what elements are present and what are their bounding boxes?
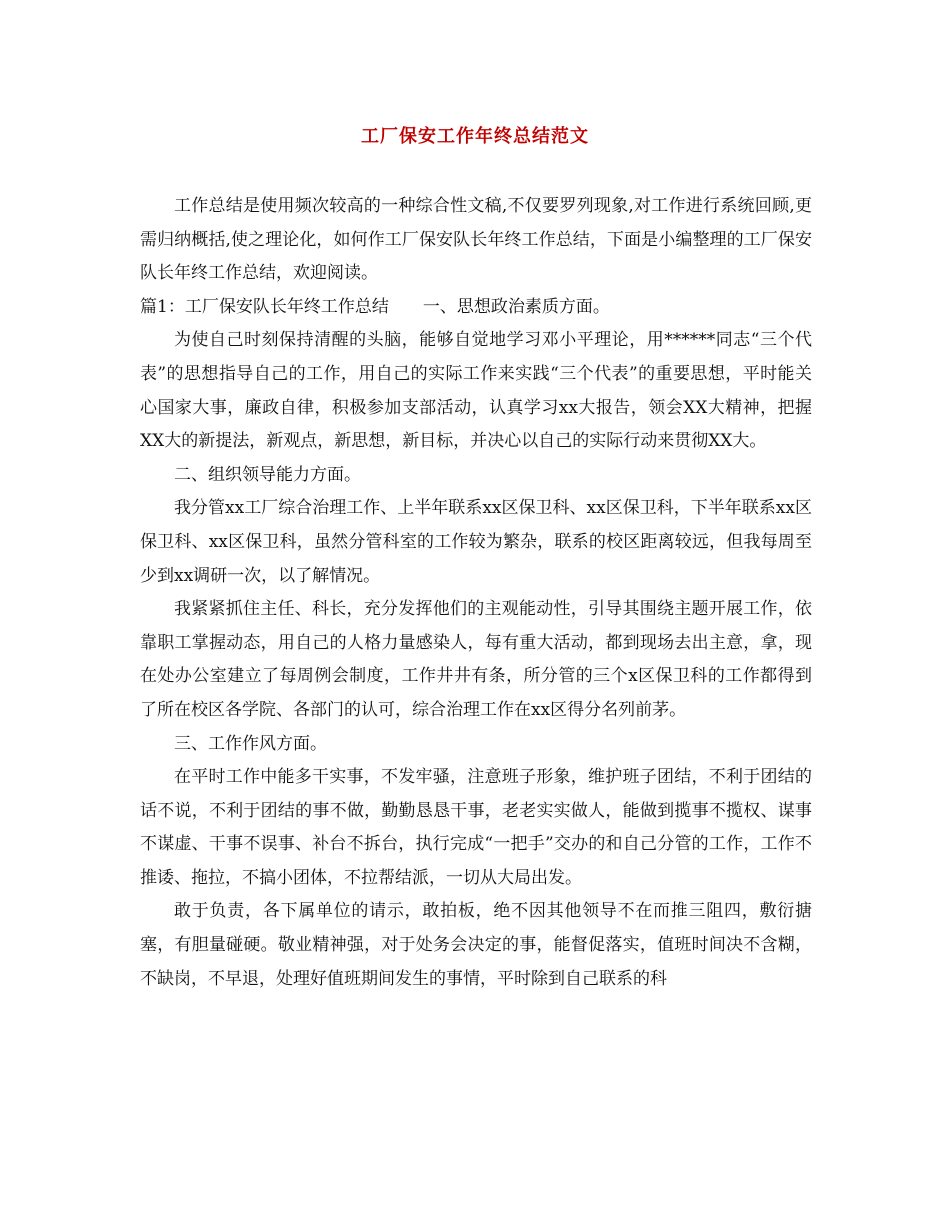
document-body — [140, 190, 812, 996]
paragraph: 我紧紧抓住主任、科长，充分发挥他们的主观能动性，引导其围绕主题开展工作，依靠职工掌握动态，用自己的人格力量感染人，每有重大活动，都到现场去出主意，拿，现在处办公室建立了每周例会制度，工作井井有条，所分管的三个x区保卫科的工作都得到了所在校区各学院、各部门的认可，综合治理工作在xx区得分名列前茅。 — [140, 599, 812, 720]
paragraph: 我分管xx工厂综合治理工作、上半年联系xx区保卫科、xx区保卫科，下半年联系xx区保卫科、xx区保卫科，虽然分管科室的工作较为繁杂，联系的校区距离较远，但我每周至少到xx调研一次，以了解情况。 — [140, 498, 812, 586]
paragraph: 工作总结是使用频次较高的一种综合性文稿,不仅要罗列现象,对工作进行系统回顾,更需归纳概括,使之理论化，如何作工厂保安队长年终工作总结，下面是小编整理的工厂保安队长年终工作总结，欢迎阅读。 — [140, 196, 812, 284]
paragraph: 为使自己时刻保持清醒的头脑，能够自觉地学习邓小平理论，用******同志“三个代表”的思想指导自己的工作，用自己的实际工作来实践“三个代表”的重要思想，平时能关心国家大事，廉政自律，积极参加支部活动，认真学习xx大报告，领会XX大精神，把握XX大的新提法，新观点，新思想，新目标，并决心以自己的实际行动来贯彻XX大。 — [140, 330, 812, 452]
section-heading: 二、组织领导能力方面。 — [174, 464, 361, 485]
document-title: 工厂保安工作年终总结范文 — [361, 126, 589, 147]
section-heading: 三、工作作风方面。 — [174, 733, 327, 754]
paragraph: 敢于负责，各下属单位的请示，敢拍板，绝不因其他领导不在而推三阻四，敷衍搪塞，有胆量碰硬。敬业精神强，对于处务会决定的事，能督促落实，值班时间决不含糊，不缺岗，不早退，处理好值班期间发生的事情，平时除到自己联系的科 — [140, 901, 812, 989]
paragraph: 篇1：工厂保安队长年终工作总结 一、思想政治素质方面。 — [140, 296, 610, 317]
paragraph: 在平时工作中能多干实事，不发牢骚，注意班子形象，维护班子团结，不利于团结的话不说，不利于团结的事不做，勤勤恳恳干事，老老实实做人，能做到揽事不揽权、谋事不谋虚、干事不误事、补台不拆台，执行完成“一把手”交办的和自己分管的工作，工作不推诿、拖拉，不搞小团体，不拉帮结派，一切从大局出发。 — [140, 767, 812, 888]
